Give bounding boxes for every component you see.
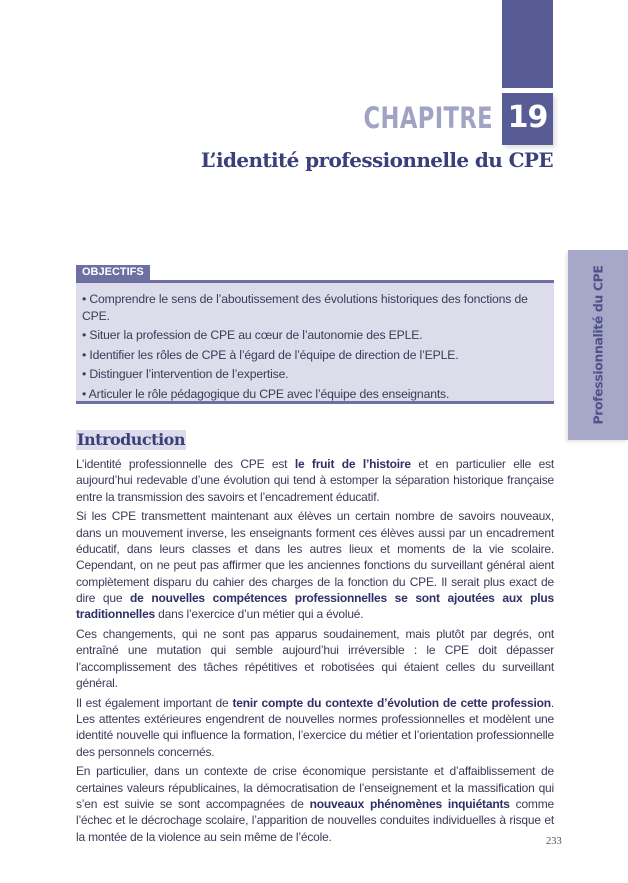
bold-text: de nouvelles compétences professionnelles se sont ajoutées aux plus traditionnelles — [76, 590, 554, 622]
body-paragraph — [76, 508, 554, 622]
chapter-bar-decoration — [502, 0, 553, 88]
text: et en particulier elle est aujourd’hui redevable d’une évolution qui tend à estomper la séparation historique française entre la transmission des savoirs et l’encadrement éducatif. — [76, 457, 555, 504]
objectives-box — [76, 280, 554, 404]
objective-item: • Articuler le rôle pédagogique du CPE avec l’équipe des enseignants. — [82, 386, 450, 401]
section-heading-introduction: Introduction — [77, 430, 185, 449]
objective-item: • Situer la profession de CPE au cœur de l’autonomie des EPLE. — [82, 328, 423, 342]
introduction-body — [76, 456, 554, 848]
page-number: 233 — [546, 836, 562, 847]
bold-text: tenir compte du contexte d’évolution de cette profession — [232, 695, 551, 710]
chapter-label: CHAPITRE — [363, 101, 493, 135]
body-paragraph — [76, 456, 554, 505]
text: . Les attentes extérieures engendrent de nouvelles normes professionnelles et modèlent une identité nouvelle qui influence la formation, l’exercice du métier et l’orientation professionnelle des personnels concernés. — [76, 695, 554, 759]
text: Ces changements, qui ne sont pas apparus soudainement, mais plutôt par degrés, ont entraîné une mutation qui semble aujourd’hui irréversible : le CPE doit dépasser l’accomplissement des tâches répétitives et robotisées qui étaient celles du surveillant général. — [76, 626, 554, 690]
text: Si les CPE transmettent maintenant aux élèves un certain nombre de savoirs nouveaux, dans un mouvement inverse, les enseignants forment ces élèves aussi par un encadrement éducatif, dans leurs classes et dans les autres lieux et moments de la vie scolaire. Cependant, on ne peut pas affirmer que les anciennes fonctions du surveillant général aient complètement disparu du cahier des charges de la fonction du CPE. Il serait plus exact de dire que — [76, 509, 554, 605]
body-paragraph — [76, 695, 554, 760]
text: L’identité professionnelle des CPE est — [76, 457, 295, 471]
text: Il est également important de — [76, 695, 233, 710]
objectives-label: OBJECTIFS — [76, 265, 150, 280]
objective-item: • Distinguer l’intervention de l’expertise. — [82, 367, 289, 381]
bold-text: le fruit de l’histoire — [294, 457, 411, 471]
bold-text: nouveaux phénomènes inquiétants — [309, 796, 510, 811]
body-paragraph — [76, 763, 554, 844]
text: comme l’échec et le décrochage scolaire, l’apparition de nouvelles conduites individuelles à risque et la montée de la violence au sein même de l’école. — [76, 796, 554, 844]
section-side-tab — [568, 250, 628, 440]
text: En particulier, dans un contexte de crise économique persistante et d’affaiblissement de certaines valeurs républicaines, la démocratisation de l’enseignement et la massification qui s’en est suivie se sont accompagnées de — [76, 764, 554, 811]
side-tab-label: Professionnalité du CPE — [590, 265, 606, 425]
objective-item: • Identifier les rôles de CPE à l’égard de l’équipe de direction de l’EPLE. — [82, 347, 459, 362]
chapter-title: L’identité professionnelle du CPE — [200, 148, 553, 172]
chapter-number: 19 — [507, 100, 548, 135]
text: dans l’exercice d’un métier qui a évolué. — [155, 607, 364, 622]
body-paragraph — [76, 626, 554, 691]
objective-item: • Comprendre le sens de l’aboutissement des évolutions historiques des fonctions de CPE. — [82, 292, 528, 323]
